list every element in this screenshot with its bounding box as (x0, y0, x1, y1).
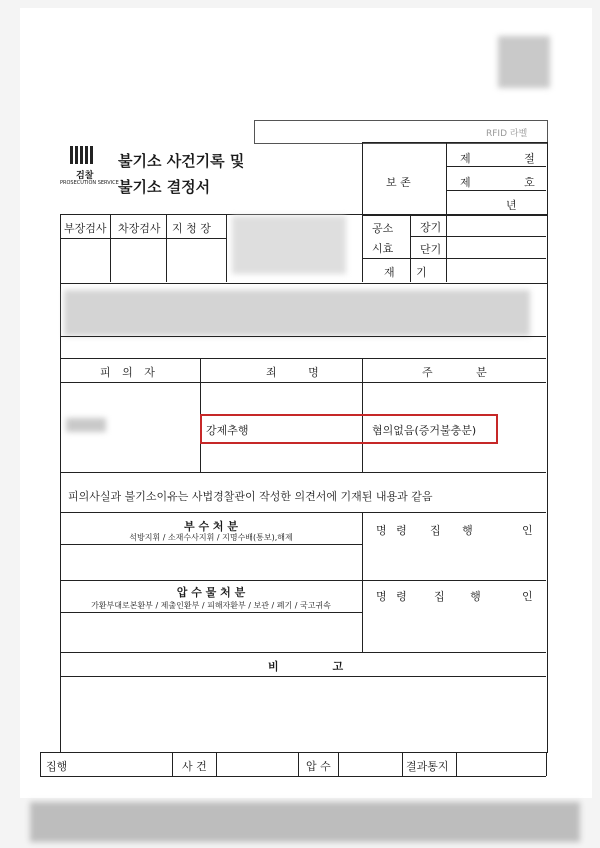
section1-seal: 인 (522, 524, 533, 537)
limitation-label-1: 공소 (372, 222, 394, 235)
disposition-value: 혐의없음(증거불충분) (372, 424, 477, 437)
rfid-label: RFID 라벨 (486, 129, 528, 139)
document-title-line2: 불기소 결정서 (118, 178, 211, 196)
redacted-badge (498, 36, 550, 88)
prosecution-logo-icon (70, 146, 95, 168)
logo-text: 검찰 (76, 171, 94, 181)
section2-seal: 인 (522, 590, 533, 603)
preservation-cell-3: 년 (506, 199, 517, 212)
logo-subtitle: PROSECUTION SERVICE (60, 180, 119, 186)
preservation-label: 보 존 (386, 176, 411, 189)
charge-value: 강제추행 (206, 424, 249, 437)
short-term-label: 단기 (420, 243, 442, 256)
footer-case: 사 건 (182, 760, 207, 773)
section2-title: 압 수 물 처 분 (176, 586, 246, 599)
approval-col-deputy: 차장검사 (118, 222, 161, 235)
reinstatement-label: 재 기 (384, 266, 427, 279)
section1-options: 석방지휘 / 소재수사지휘 / 지명수배(통보),해제 (129, 533, 293, 542)
redacted-suspect-name (66, 418, 106, 432)
limitation-label-2: 시효 (372, 242, 394, 255)
redacted-footer-strip (30, 802, 580, 842)
redacted-stamp (232, 216, 346, 274)
long-term-label: 장기 (420, 221, 442, 234)
section2-options: 가환부대로본환부 / 제출인환부 / 피해자환부 / 보관 / 폐기 / 국고귀속 (91, 601, 331, 610)
footer-notice: 결과통지 (406, 760, 449, 773)
col-suspect: 피 의 자 (100, 366, 155, 379)
footer-exec: 집행 (46, 760, 68, 773)
preservation-cell-2: 제 호 (460, 176, 535, 189)
section1-order: 명 령 (376, 524, 407, 537)
remarks-label: 비 고 (268, 660, 344, 673)
footer-seizure: 압 수 (306, 760, 331, 773)
section2-order: 명 령 (376, 590, 407, 603)
approval-col-head-chief: 부장검사 (64, 222, 107, 235)
preservation-cell-1: 제 절 (460, 152, 535, 165)
statement-text: 피의사실과 불기소이유는 사법경찰관이 작성한 의견서에 기재된 내용과 같음 (68, 490, 433, 503)
redacted-case-info (64, 290, 530, 336)
col-charge: 죄 명 (266, 366, 319, 379)
section2-exec: 집 행 (434, 590, 481, 603)
section1-exec: 집 행 (430, 524, 473, 537)
col-disposition: 주 분 (422, 366, 487, 379)
document-title-line1: 불기소 사건기록 및 (118, 152, 245, 170)
approval-col-branch-head: 지 청 장 (172, 222, 211, 235)
section1-title: 부 수 처 분 (184, 520, 238, 533)
